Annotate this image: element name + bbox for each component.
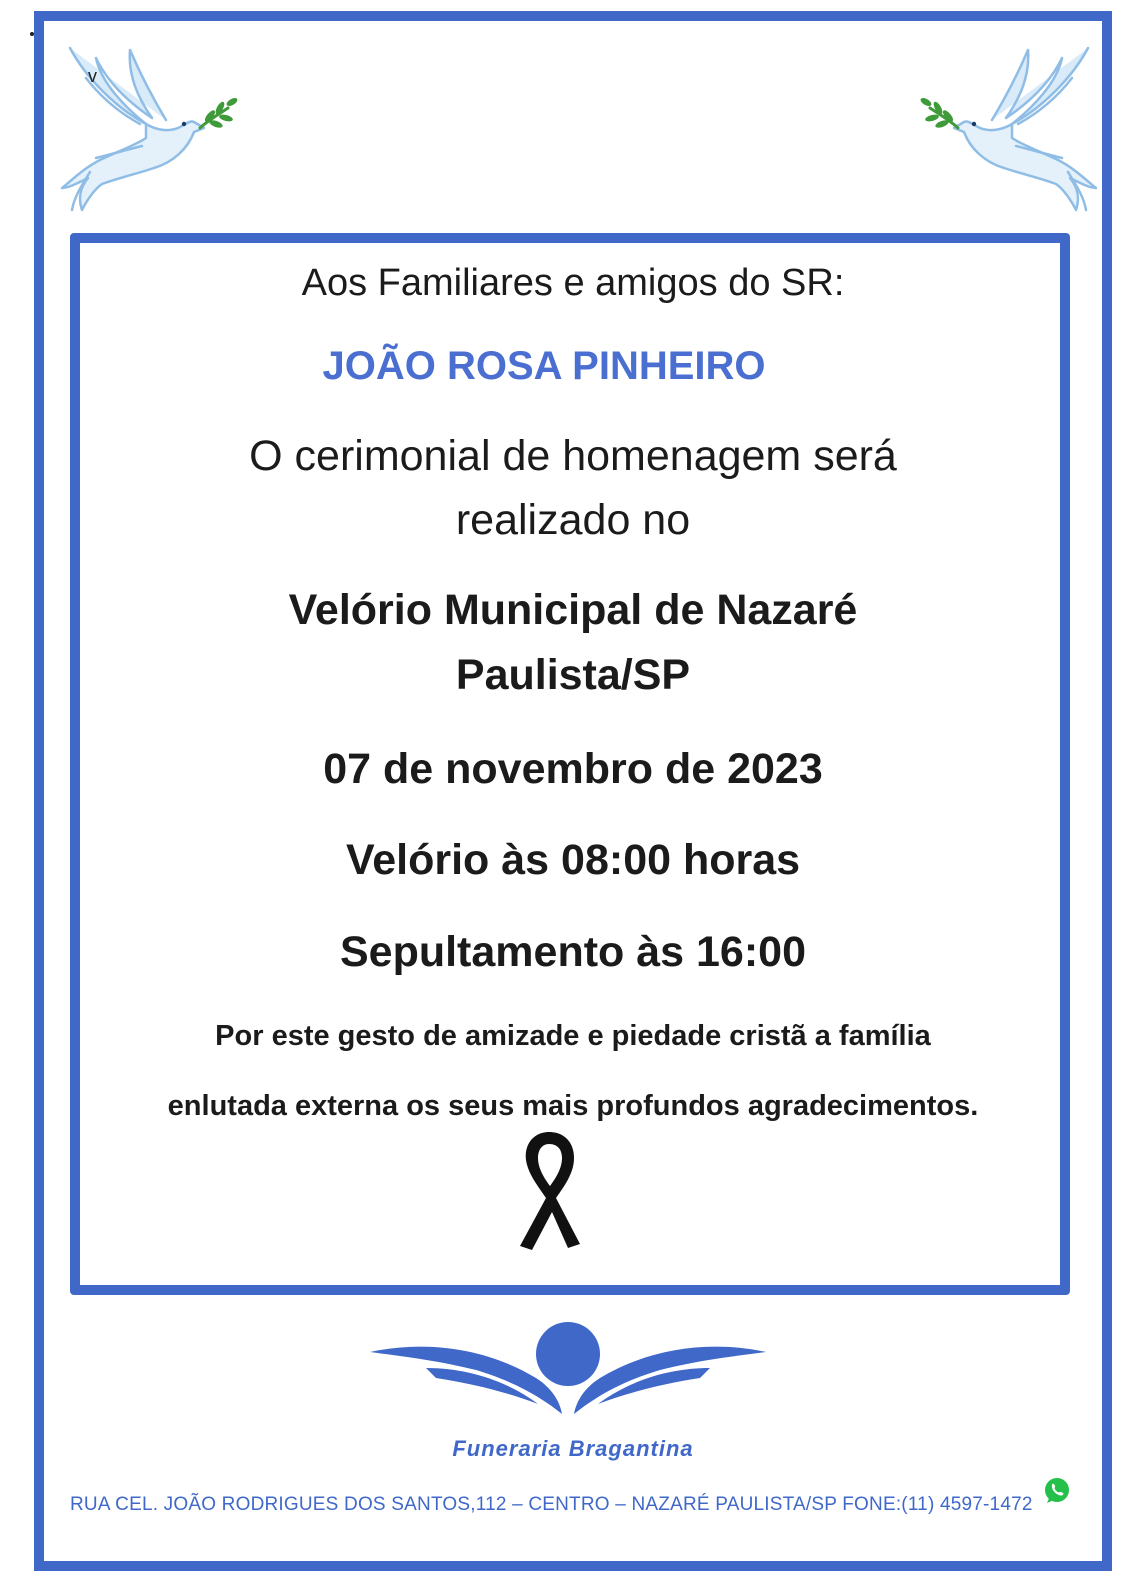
wake-time: Velório às 08:00 horas (345, 836, 801, 884)
greeting-text: Aos Familiares e amigos do SR: (301, 262, 845, 304)
dove-mark-text: v (88, 66, 97, 86)
dove-right-icon (912, 38, 1102, 228)
dove-left-icon (56, 38, 246, 228)
venue-line-1: Velório Municipal de Nazaré (288, 586, 858, 634)
mourning-ribbon-icon (512, 1128, 586, 1254)
thanks-line-1: Por este gesto de amizade e piedade cristã a família (215, 1020, 931, 1052)
company-address-footer: RUA CEL. JOÃO RODRIGUES DOS SANTOS,112 – CENTRO – NAZARÉ PAULISTA/SP FONE:(11) 4597-1472 (70, 1494, 1033, 1515)
company-name: Funeraria Bragantina (452, 1436, 694, 1461)
ceremony-date: 07 de novembro de 2023 (323, 745, 823, 793)
ceremony-line-1: O cerimonial de homenagem será (249, 432, 897, 480)
scan-speck (30, 32, 34, 36)
venue-line-2: Paulista/SP (455, 651, 691, 699)
ceremony-line-2: realizado no (455, 496, 691, 544)
thanks-line-2: enlutada externa os seus mais profundos agradecimentos. (167, 1090, 979, 1122)
whatsapp-icon (1042, 1476, 1072, 1506)
company-logo-icon (366, 1318, 770, 1422)
deceased-name: JOÃO ROSA PINHEIRO (322, 344, 766, 388)
burial-time: Sepultamento às 16:00 (339, 928, 806, 976)
